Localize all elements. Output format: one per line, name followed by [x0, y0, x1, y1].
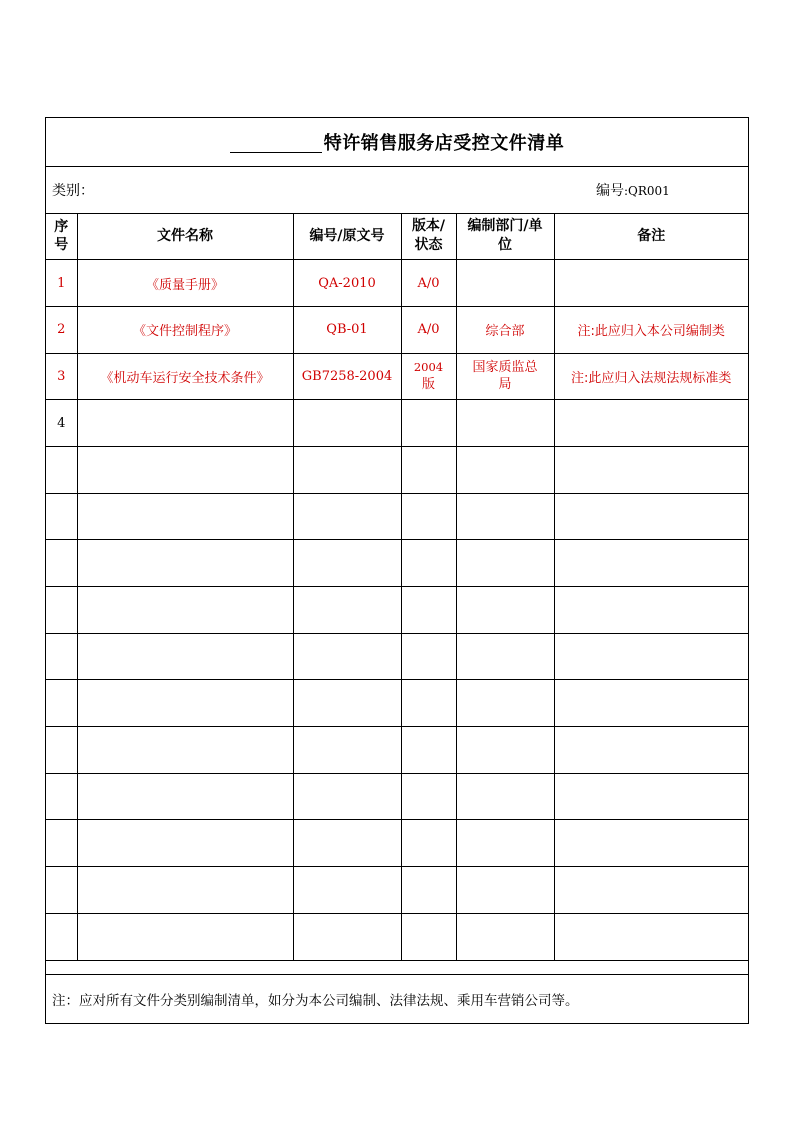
cell-remark[interactable]: 注:此应归入本公司编制类 — [554, 306, 748, 353]
cell-remark[interactable] — [554, 913, 748, 960]
form-number-label: 编号 — [596, 183, 624, 199]
cell-name[interactable] — [77, 587, 293, 634]
cell-code[interactable]: QB-01 — [293, 306, 401, 353]
cell-remark[interactable] — [554, 680, 748, 727]
version-line-2: 版 — [421, 377, 435, 393]
cell-name[interactable] — [77, 773, 293, 820]
footer-note: 注：应对所有文件分类别编制清单，如分为本公司编制、法律法规、乘用车营销公司等。 — [52, 993, 579, 1009]
cell-seq[interactable] — [46, 773, 77, 820]
table-row — [46, 727, 748, 774]
cell-name[interactable] — [77, 493, 293, 540]
table-row — [46, 493, 748, 540]
cell-seq[interactable] — [46, 493, 77, 540]
cell-name[interactable] — [77, 446, 293, 493]
table-row — [46, 446, 748, 493]
cell-seq[interactable] — [46, 446, 77, 493]
cell-seq[interactable]: 3 — [46, 353, 77, 400]
header-name: 文件名称 — [77, 213, 293, 260]
cell-seq[interactable] — [46, 727, 77, 774]
cell-seq[interactable] — [46, 680, 77, 727]
cell-dept[interactable] — [456, 633, 554, 680]
title-blank-line[interactable] — [230, 132, 322, 153]
cell-name[interactable]: 《机动车运行安全技术条件》 — [77, 353, 293, 400]
cell-remark[interactable] — [554, 820, 748, 867]
cell-code[interactable] — [293, 680, 401, 727]
cell-name[interactable] — [77, 727, 293, 774]
table-row — [46, 773, 748, 820]
cell-dept[interactable] — [456, 820, 554, 867]
cell-name[interactable]: 《质量手册》 — [77, 260, 293, 307]
cell-dept[interactable] — [456, 493, 554, 540]
cell-code[interactable] — [293, 773, 401, 820]
footer-note-row — [46, 974, 748, 1023]
cell-code[interactable] — [293, 727, 401, 774]
form-number — [596, 180, 670, 200]
cell-version[interactable] — [401, 867, 456, 914]
cell-dept[interactable] — [456, 400, 554, 447]
cell-name[interactable] — [77, 820, 293, 867]
cell-name[interactable] — [77, 540, 293, 587]
cell-seq[interactable] — [46, 587, 77, 634]
cell-remark[interactable] — [554, 540, 748, 587]
title-text: 特许销售服务店受控文件清单 — [323, 133, 565, 154]
cell-name[interactable]: 《文件控制程序》 — [77, 306, 293, 353]
cell-dept[interactable] — [456, 913, 554, 960]
cell-seq[interactable]: 2 — [46, 306, 77, 353]
table-row — [46, 400, 748, 447]
table-row — [46, 260, 748, 307]
form-title — [46, 118, 748, 167]
cell-dept[interactable]: 综合部 — [456, 306, 554, 353]
cell-remark[interactable] — [554, 493, 748, 540]
cell-code[interactable]: QA-2010 — [293, 260, 401, 307]
table-row — [46, 587, 748, 634]
cell-version[interactable] — [401, 913, 456, 960]
cell-code[interactable] — [293, 820, 401, 867]
cell-dept[interactable] — [456, 680, 554, 727]
table-row — [46, 540, 748, 587]
table-row — [46, 353, 748, 400]
cell-remark[interactable] — [554, 727, 748, 774]
header-seq: 序号 — [46, 213, 77, 260]
header-remark: 备注 — [554, 213, 748, 260]
cell-name[interactable] — [77, 867, 293, 914]
form-number-value: :QR001 — [624, 184, 670, 198]
cell-code[interactable] — [293, 446, 401, 493]
cell-remark[interactable] — [554, 400, 748, 447]
cell-dept[interactable] — [456, 540, 554, 587]
cell-remark[interactable] — [554, 867, 748, 914]
cell-version[interactable] — [401, 820, 456, 867]
cell-version[interactable]: A/0 — [401, 306, 456, 353]
cell-code[interactable] — [293, 400, 401, 447]
header-code: 编号/原文号 — [293, 213, 401, 260]
cell-code[interactable] — [293, 540, 401, 587]
cell-code[interactable] — [293, 587, 401, 634]
cell-name[interactable] — [77, 633, 293, 680]
table-row — [46, 633, 748, 680]
table-row — [46, 306, 748, 353]
cell-remark[interactable]: 注:此应归入法规法规标准类 — [554, 353, 748, 400]
cell-version[interactable]: A/0 — [401, 260, 456, 307]
cell-version[interactable] — [401, 633, 456, 680]
cell-dept[interactable] — [456, 446, 554, 493]
cell-dept[interactable] — [456, 867, 554, 914]
controlled-document-list-form — [45, 117, 749, 1024]
form-meta-row — [46, 166, 748, 214]
cell-version[interactable] — [401, 400, 456, 447]
cell-dept[interactable]: 国家质监总局 — [456, 353, 554, 400]
cell-remark[interactable] — [554, 260, 748, 307]
cell-code[interactable]: GB7258-2004 — [293, 353, 401, 400]
cell-version[interactable] — [401, 493, 456, 540]
cell-remark[interactable] — [554, 446, 748, 493]
version-line-1: 2004 — [413, 360, 444, 375]
cell-seq[interactable] — [46, 867, 77, 914]
cell-version[interactable] — [401, 727, 456, 774]
cell-version[interactable] — [401, 446, 456, 493]
cell-seq[interactable] — [46, 913, 77, 960]
cell-name[interactable] — [77, 913, 293, 960]
cell-dept[interactable] — [456, 260, 554, 307]
category-label: 类别： — [52, 183, 94, 199]
cell-seq[interactable]: 4 — [46, 400, 77, 447]
cell-dept[interactable] — [456, 727, 554, 774]
cell-name[interactable] — [77, 400, 293, 447]
cell-remark[interactable] — [554, 773, 748, 820]
cell-code[interactable] — [293, 867, 401, 914]
cell-seq[interactable] — [46, 540, 77, 587]
cell-code[interactable] — [293, 633, 401, 680]
table-header-row — [46, 213, 748, 260]
cell-seq[interactable] — [46, 633, 77, 680]
cell-seq[interactable] — [46, 820, 77, 867]
cell-dept[interactable] — [456, 587, 554, 634]
cell-remark[interactable] — [554, 587, 748, 634]
document-table — [46, 213, 748, 961]
cell-version[interactable] — [401, 587, 456, 634]
header-version: 版本/状态 — [401, 213, 456, 260]
table-row — [46, 913, 748, 960]
cell-code[interactable] — [293, 493, 401, 540]
cell-version[interactable] — [401, 680, 456, 727]
cell-version[interactable] — [401, 773, 456, 820]
cell-remark[interactable] — [554, 633, 748, 680]
cell-name[interactable] — [77, 680, 293, 727]
header-dept: 编制部门/单位 — [456, 213, 554, 260]
table-row — [46, 820, 748, 867]
table-row — [46, 680, 748, 727]
cell-version[interactable] — [401, 540, 456, 587]
cell-seq[interactable]: 1 — [46, 260, 77, 307]
cell-version[interactable] — [401, 353, 456, 400]
cell-dept[interactable] — [456, 773, 554, 820]
cell-code[interactable] — [293, 913, 401, 960]
table-row — [46, 867, 748, 914]
